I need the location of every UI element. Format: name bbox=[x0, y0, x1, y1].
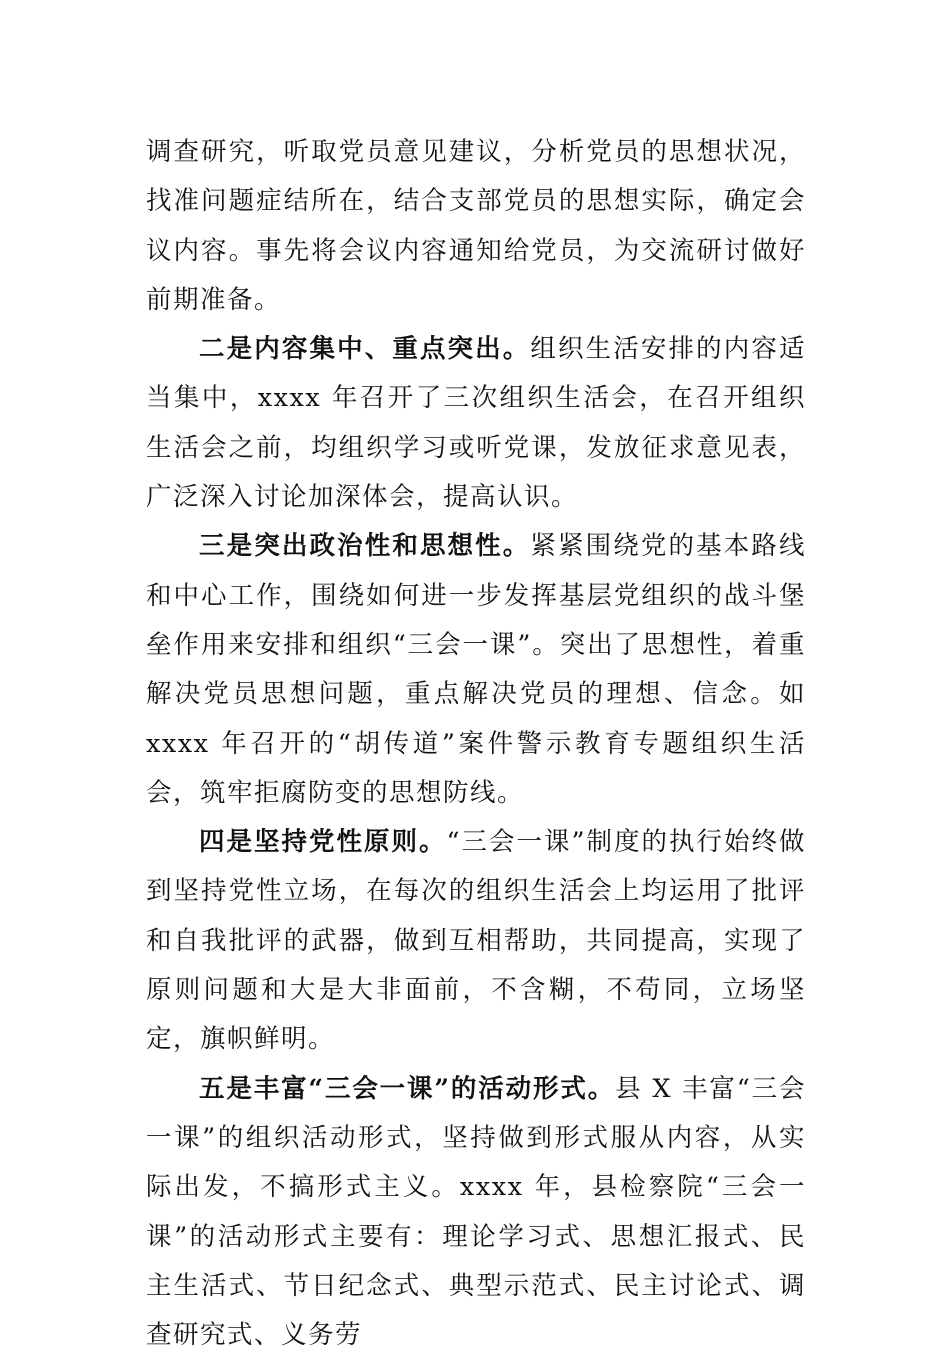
paragraph-4-lead: 四是坚持党性原则。 bbox=[199, 827, 447, 858]
paragraph-2 bbox=[146, 325, 806, 522]
paragraph-4 bbox=[146, 818, 806, 1064]
paragraph-2-text: 组织生活安排的内容适当集中，xxxx 年召开了三次组织生活会，在召开组织生活会之前，均组织学习或听党课，发放征求意见表，广泛深入讨论加深体会，提高认识。 bbox=[146, 334, 806, 513]
paragraph-3-text: 紧紧围绕党的基本路线和中心工作，围绕如何进一步发挥基层党组织的战斗堡垒作用来安排和组织“三会一课”。突出了思想性，着重解决党员思想问题，重点解决党员的理想、信念。如 xxxx 年召开的“胡传道”案件警示教育专题组织生活会，筑牢拒腐防变的思想防线。 bbox=[146, 531, 806, 808]
paragraph-4-text: “三会一课”制度的执行始终做到坚持党性立场，在每次的组织生活会上均运用了批评和自我批评的武器，做到互相帮助，共同提高，实现了原则问题和大是大非面前，不含糊，不苟同，立场坚定，旗帜鲜明。 bbox=[146, 827, 806, 1055]
paragraph-1 bbox=[146, 128, 806, 325]
document-page bbox=[146, 128, 806, 1360]
paragraph-5 bbox=[146, 1065, 806, 1360]
paragraph-5-text: 县 X 丰富“三会一课”的组织活动形式，坚持做到形式服从内容，从实际出发，不搞形式主义。xxxx 年，县检察院“三会一课”的活动形式主要有：理论学习式、思想汇报式、民主生活式、节日纪念式、典型示范式、民主讨论式、调查研究式、义务劳 bbox=[146, 1073, 806, 1351]
paragraph-2-lead: 二是内容集中、重点突出。 bbox=[199, 334, 531, 365]
paragraph-1-text: 调查研究，听取党员意见建议，分析党员的思想状况，找准问题症结所在，结合支部党员的思想实际，确定会议内容。事先将会议内容通知给党员，为交流研讨做好前期准备。 bbox=[146, 137, 806, 315]
paragraph-3 bbox=[146, 522, 806, 818]
paragraph-5-lead: 五是丰富“三会一课”的活动形式。 bbox=[199, 1073, 616, 1104]
paragraph-3-lead: 三是突出政治性和思想性。 bbox=[199, 531, 531, 562]
